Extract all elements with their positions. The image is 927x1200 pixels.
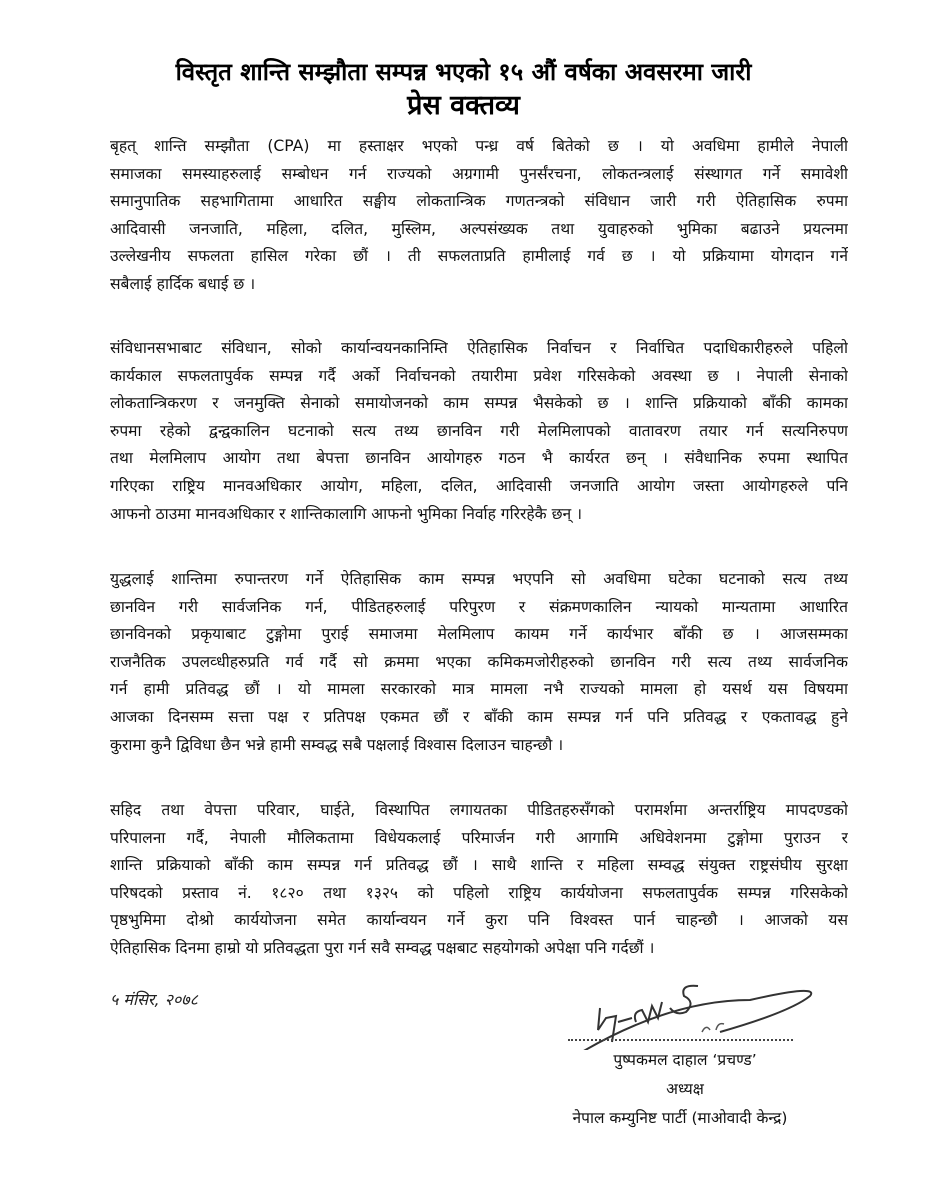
text-line: आजका दिनसम्म सत्ता पक्ष र प्रतिपक्ष एकमत छौं र बाँकी काम सम्पन्न गर्न पनि प्रतिवद्ध र एकतावद्ध हुने: [110, 707, 848, 726]
document-date: ५ मंसिर, २०७८: [110, 990, 198, 1009]
signature-block: [520, 960, 850, 1160]
text-line: छानविनको प्रकृयाबाट टुङ्गोमा पुराई समाजमा मेलमिलाप कायम गर्ने कार्यभार बाँकी छ । आजसम्मका: [110, 625, 848, 644]
text-line: सहिद तथा वेपत्ता परिवार, घाईते, विस्थापित लगायतका पीडितहरुसँगको परामर्शमा अन्तर्राष्ट्रिय मापदण्डको: [110, 801, 848, 819]
handwritten-signature: [520, 960, 850, 1050]
signature-stroke: [556, 991, 811, 1050]
text-line: परिषदको प्रस्ताव नं. १८२० तथा १३२५ को पहिलो राष्ट्रिय कार्ययोजना सफलतापुर्वक सम्पन्न गरिसकेको: [110, 883, 848, 902]
text-line: युद्धलाई शान्तिमा रुपान्तरण गर्ने ऐतिहासिक काम सम्पन्न भएपनि सो अवधिमा घटेका घटनाको सत्य तथ्य: [110, 570, 848, 588]
paragraph-2: [110, 335, 848, 528]
text-line: बृहत् शान्ति सम्झौता (CPA) मा हस्ताक्षर भएको पन्ध्र वर्ष बितेको छ । यो अवधिमा हामीले नेपाली: [110, 137, 848, 155]
text-line: उल्लेखनीय सफलता हासिल गरेका छौं । ती सफलताप्रति हामीलाई गर्व छ । यो प्रक्रियामा योगदान गर्ने: [110, 247, 848, 266]
text-line: संविधानसभाबाट संविधान, सोको कार्यान्वयनकानिम्ति ऐतिहासिक निर्वाचन र निर्वाचित पदाधिकारीहरुले पहिलो: [110, 339, 848, 357]
signature-stroke: [598, 1008, 616, 1042]
text-line: रुपमा रहेको द्वन्द्वकालिन घटनाको सत्य तथ्य छानविन गरी मेलमिलापको वातावरण तयार गर्न सत्यनिरुपण: [110, 421, 848, 440]
text-line: ऐतिहासिक दिनमा हाम्रो यो प्रतिवद्धता पुरा गर्न सवै सम्वद्ध पक्षबाट सहयोगको अपेक्षा पनि गर्दछौं ।: [110, 938, 655, 957]
text-line: कार्यकाल सफलतापुर्वक सम्पन्न गर्दै अर्को निर्वाचनको तयारीमा प्रवेश गरिसकेको अवस्था छ । नेपाली सेनाको: [110, 366, 848, 385]
text-line: समानुपातिक सहभागितामा आधारित सङ्घीय लोकतान्त्रिक गणतन्त्रको संविधान जारी गरी ऐतिहासिक रुपमा: [110, 192, 848, 211]
text-line: आदिवासी जनजाति, महिला, दलित, मुस्लिम, अल्पसंख्यक तथा युवाहरुको भुमिका बढाउने प्रयत्नमा: [110, 219, 848, 238]
signature-stroke: [702, 1024, 724, 1032]
signatory-role: अध्यक्ष: [666, 1080, 704, 1098]
signatory-party: नेपाल कम्युनिष्ट पार्टी (माओवादी केन्द्र): [572, 1109, 788, 1127]
text-line: कुरामा कुनै द्विविधा छैन भन्ने हामी सम्वद्ध सबै पक्षलाई विश्वास दिलाउन चाहन्छौ ।: [110, 735, 564, 754]
text-line: राजनैतिक उपलव्धीहरुप्रति गर्व गर्दै सो क्रममा भएका कमिकमजोरीहरुको छानविन गरी सत्य तथ्य सार्वजनिक: [110, 652, 848, 671]
paragraph-1: [110, 133, 848, 299]
signature-line: [568, 1039, 793, 1041]
text-line: लोकतान्त्रिकरण र जनमुक्ति सेनाको समायोजनको काम सम्पन्न भैसकेको छ । शान्ति प्रक्रियाको बाँकी कामका: [110, 394, 848, 413]
text-line: सबैलाई हार्दिक बधाई छ ।: [110, 274, 256, 293]
text-line: गरिएका राष्ट्रिय मानवअधिकार आयोग, महिला, दलित, आदिवासी जनजाति आयोग जस्ता आयोगहरुले पनि: [110, 476, 848, 495]
text-line: आफनो ठाउमा मानवअधिकार र शान्तिकालागि आफनो भुमिका निर्वाह गरिरहेकै छन् ।: [110, 504, 583, 523]
text-line: शान्ति प्रक्रियाको बाँकी काम सम्पन्न गर्न प्रतिवद्ध छौं । साथै शान्ति र महिला सम्वद्ध संयुक्त राष्ट्रसंघीय सुरक्षा: [110, 856, 848, 875]
text-line: तथा मेलमिलाप आयोग तथा बेपत्ता छानविन आयोगहरु गठन भै कार्यरत छन् । संवैधानिक रुपमा स्थापित: [110, 449, 848, 468]
document-title: प्रेस वक्तव्य: [407, 90, 520, 121]
paragraph-3: [110, 566, 848, 759]
text-line: पृष्ठभुमिमा दोश्रो कार्ययोजना समेत कार्यान्वयन गर्ने कुरा पनि विश्वस्त पार्न चाहन्छौ । आजको यस: [110, 911, 848, 930]
text-line: छानविन गरी सार्वजनिक गर्न, पीडितहरुलाई परिपुरण र संक्रमणकालिन न्यायको मान्यतामा आधारित: [110, 597, 848, 616]
signature-stroke: [618, 1018, 632, 1022]
text-line: गर्न हामी प्रतिवद्ध छौं । यो मामला सरकारको मात्र मामला नभै राज्यको मामला हो यसर्थ यस विषयमा: [110, 680, 848, 699]
text-line: परिपालना गर्दै, नेपाली मौलिकतामा विधेयकलाई परिमार्जन गरी आगामि अधिवेशनमा टुङ्गोमा पुराउन र: [110, 828, 848, 847]
text-line: समाजका समस्याहरुलाई सम्बोधन गर्न राज्यको अग्रगामी पुनर्संरचना, लोकतन्त्रलाई संस्थागत गर्ने समावेशी: [110, 164, 848, 183]
document-heading: विस्तृत शान्ति सम्झौता सम्पन्न भएको १५ औं वर्षका अवसरमा जारी: [175, 58, 752, 86]
signatory-name: पुष्पकमल दाहाल ‘प्रचण्ड’: [613, 1051, 757, 1069]
paragraph-4: [110, 797, 848, 963]
